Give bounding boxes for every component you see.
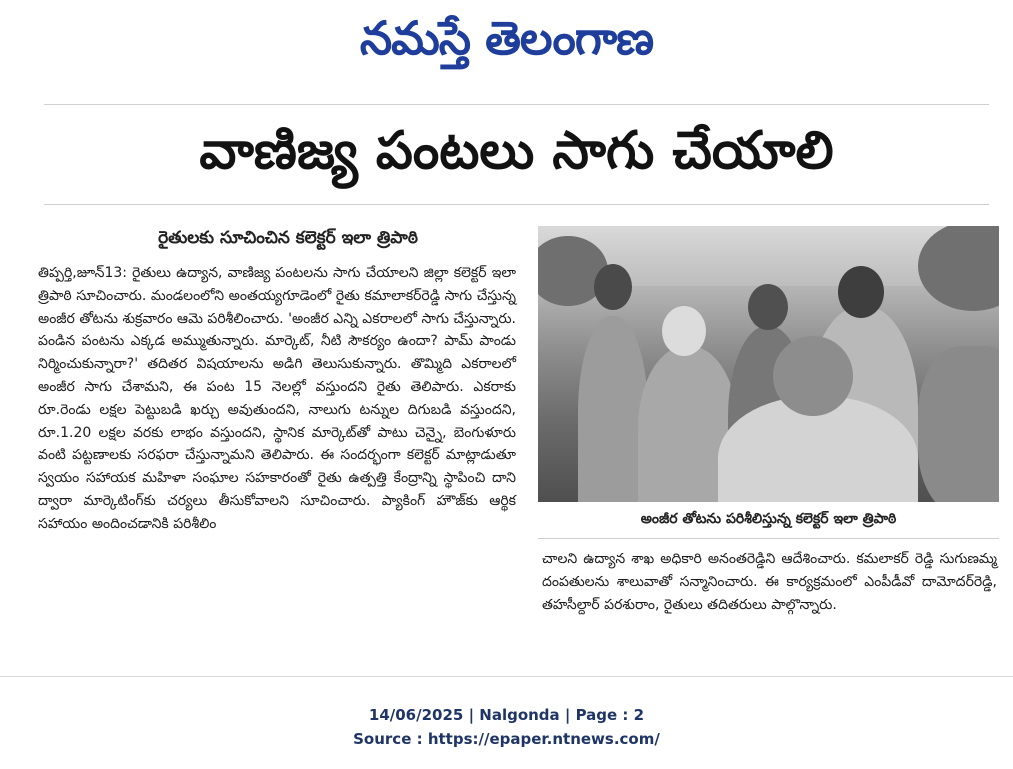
divider <box>0 676 1013 677</box>
masthead-logo: నమస్తే తెలంగాణ <box>359 11 654 65</box>
photo-caption: అంజీర తోటను పరిశీలిస్తున్న కలెక్టర్ ఇలా త్రిపాఠి <box>640 511 897 527</box>
source-link[interactable]: Source : https://epaper.ntnews.com/ <box>353 730 660 748</box>
article-paragraph: తిప్పర్తి,జూన్13: రైతులు ఉద్యాన, వాణిజ్య పంటలను సాగు చేయాలని జిల్లా కలెక్టర్ ఇలా త్రిపాఠి సూచించారు. మండలంలోని అంతయ్యగూడెంలో రైతు కమాలాకర్‌రెడ్డి సాగు చేస్తున్న అంజీర తోటను శుక్రవారం ఆమె పరిశీలించారు. 'అంజీర ఎన్ని ఎకరాలలో సాగు చేస్తున్నారు. పండిన పంటను ఎక్కడ అమ్ముతున్నారు. మార్కెట్, నీటి సౌకర్యం ఉందా? పామ్ పాండు నిర్మించుకున్నారా?' తదితర విషయాలను అడిగి తెలుసుకున్నారు. తొమ్మిది ఎకరాలలో అంజీర సాగు చేశామని, ఈ పంట 15 నెలల్లో వస్తుందని రైతు తెలిపారు. ఎకరాకు రూ.రెండు లక్షల పెట్టుబడి ఖర్చు అవుతుందని, నాలుగు టన్నుల దిగుబడి వస్తుందని, రూ.1.20 లక్షల వరకు లాభం వస్తుందని, స్థానిక మార్కెట్‌తో పాటు చెన్నై, బెంగుళూరు వంటి పట్టణాలకు సరఫరా చేస్తున్నామని తెలిపారు. ఈ సందర్భంగా కలెక్టర్ మాట్లాడుతూ స్వయం సహాయక మహిళా సంఘాల సహకారంతో రైతు ఉత్పత్తి కేంద్రాన్ని స్థాపించి దాని ద్వారా మార్కెటింగ్‌కు చర్యలు తీసుకోవాలని సూచించారు. ప్యాకింగ్ హౌజ్‌కు ఆర్థిక సహాయం అందించడానికి పరిశీలిం <box>38 265 516 532</box>
photo-person-head <box>838 266 884 318</box>
divider <box>538 538 999 539</box>
article-body-column-2 <box>542 548 997 616</box>
article-paragraph: చాలని ఉద్యాన శాఖ అధికారి అనంతరెడ్డిని ఆదేశించారు. కమలాకర్ రెడ్డి సుగుణమ్మ దంపతులను శాలువాతో సన్మానించారు. ఈ కార్యక్రమంలో ఎంపీడీవో దామోదర్‌రెడ్డి, తహసీల్దార్ పరశురాం, రైతులు తదితరులు పాల్గొన్నారు. <box>542 551 997 613</box>
news-photo <box>538 226 999 502</box>
divider <box>44 204 989 205</box>
divider <box>44 104 989 105</box>
photo-person-head <box>773 336 853 416</box>
subheadline: రైతులకు సూచించిన కలెక్టర్ ఇలా త్రిపాఠి <box>158 228 418 248</box>
article-body-column-1 <box>38 262 516 536</box>
edition-info: 14/06/2025 | Nalgonda | Page : 2 <box>368 706 645 724</box>
photo-person-head <box>748 284 788 330</box>
headline: వాణిజ్య పంటలు సాగు చేయాలి <box>199 121 834 181</box>
photo-foliage <box>918 346 999 502</box>
photo-tree <box>918 226 999 311</box>
photo-person-head <box>662 306 706 356</box>
photo-person-head <box>594 264 632 310</box>
